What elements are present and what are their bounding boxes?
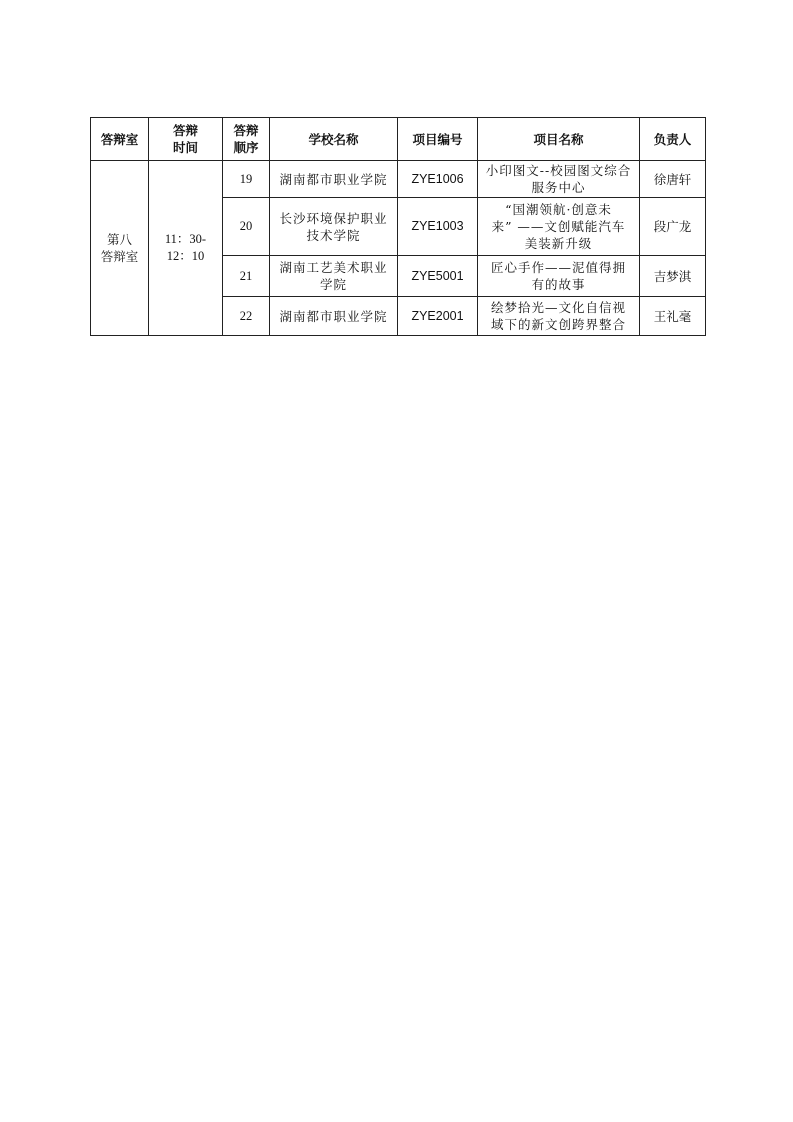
room-cell: 第八 答辩室 xyxy=(91,161,149,336)
order-cell: 21 xyxy=(223,256,270,297)
header-school: 学校名称 xyxy=(270,118,398,161)
table-row xyxy=(91,161,706,198)
school-cell: 长沙环境保护职业 技术学院 xyxy=(270,198,398,256)
header-order: 答辩 顺序 xyxy=(223,118,270,161)
order-cell: 22 xyxy=(223,297,270,336)
defense-schedule-table xyxy=(90,117,706,336)
leader-cell: 徐唐轩 xyxy=(640,161,706,198)
order-cell: 20 xyxy=(223,198,270,256)
project-code-cell: ZYE2001 xyxy=(398,297,478,336)
order-cell: 19 xyxy=(223,161,270,198)
project-code-cell: ZYE1006 xyxy=(398,161,478,198)
leader-cell: 吉梦淇 xyxy=(640,256,706,297)
leader-cell: 段广龙 xyxy=(640,198,706,256)
header-leader: 负责人 xyxy=(640,118,706,161)
header-project-name: 项目名称 xyxy=(478,118,640,161)
school-cell: 湖南工艺美术职业 学院 xyxy=(270,256,398,297)
leader-cell: 王礼毫 xyxy=(640,297,706,336)
project-name-cell: 绘梦拾光—文化自信视 域下的新文创跨界整合 xyxy=(478,297,640,336)
project-name-cell: 小印图文--校园图文综合 服务中心 xyxy=(478,161,640,198)
time-cell: 11：30- 12：10 xyxy=(149,161,223,336)
school-cell: 湖南都市职业学院 xyxy=(270,161,398,198)
header-project-code: 项目编号 xyxy=(398,118,478,161)
project-name-cell: 匠心手作——泥值得拥 有的故事 xyxy=(478,256,640,297)
project-code-cell: ZYE5001 xyxy=(398,256,478,297)
project-name-cell: “国潮领航·创意未 来” ——文创赋能汽车 美装新升级 xyxy=(478,198,640,256)
header-time: 答辩 时间 xyxy=(149,118,223,161)
school-cell: 湖南都市职业学院 xyxy=(270,297,398,336)
table-header-row xyxy=(91,118,706,161)
project-code-cell: ZYE1003 xyxy=(398,198,478,256)
header-room: 答辩室 xyxy=(91,118,149,161)
